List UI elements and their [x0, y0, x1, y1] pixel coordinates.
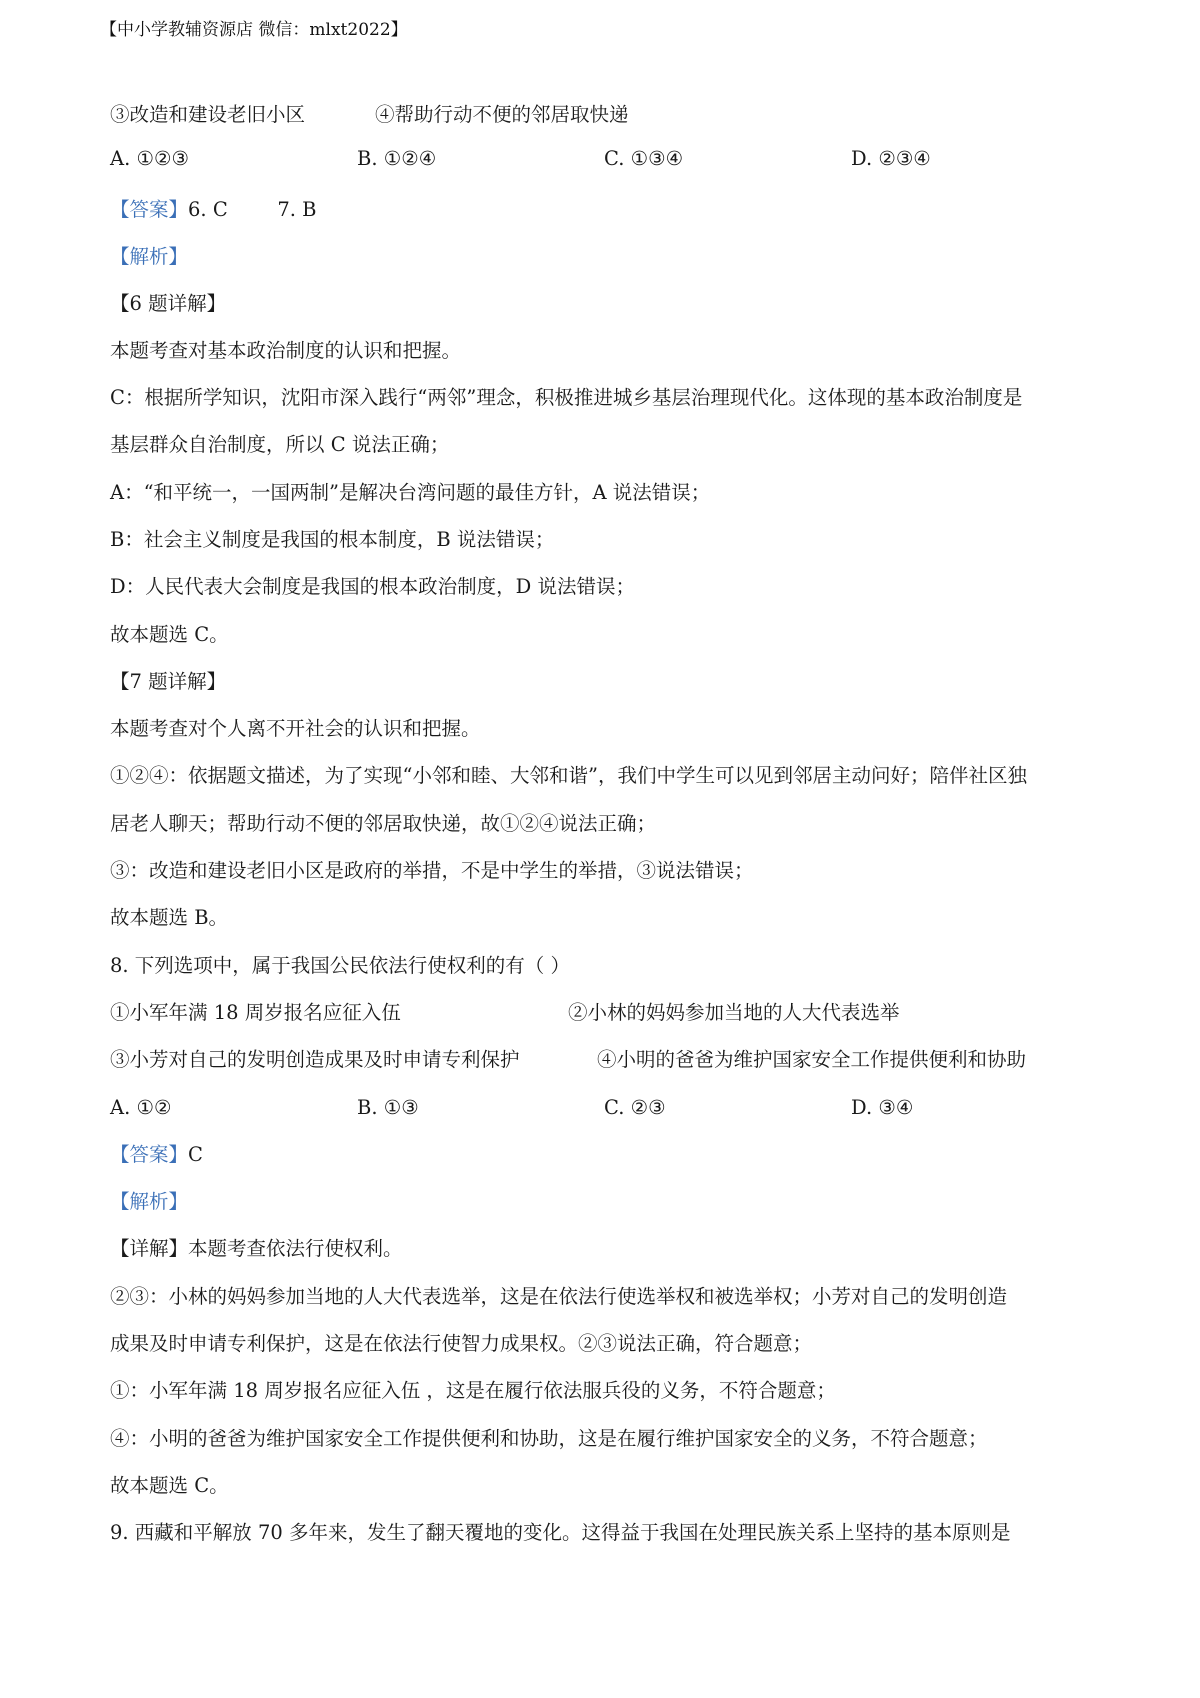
detail-6-line-6: D：人民代表大会制度是我国的根本政治制度，D 说法错误； [110, 575, 635, 598]
q8-item-4: ④小明的爸爸为维护国家安全工作提供便利和协助 [597, 1048, 1027, 1071]
q8-option-b: B. ①③ [357, 1096, 419, 1119]
q8-option-c: C. ②③ [604, 1096, 666, 1119]
answer-tag: 【答案】 [110, 198, 189, 221]
detail-6-line-4: A：“和平统一，一国两制”是解决台湾问题的最佳方针，A 说法错误； [110, 481, 711, 504]
q7-option-c: C. ①③④ [604, 147, 684, 170]
detail-7-line-1: 本题考查对个人离不开社会的认识和把握。 [110, 717, 481, 740]
detail-8-line-6: 故本题选 C。 [110, 1474, 229, 1497]
watermark-header: 【中小学教辅资源店 微信：mlxt2022】 [100, 20, 408, 40]
analysis-tag-1: 【解析】 [110, 245, 189, 268]
detail-8-line-1: 【详解】本题考查依法行使权利。 [110, 1237, 403, 1260]
detail-6-title: 【6 题详解】 [110, 292, 227, 315]
q8-option-a: A. ①② [110, 1096, 172, 1119]
analysis-tag-2: 【解析】 [110, 1190, 189, 1213]
detail-7-line-4: ③：改造和建设老旧小区是政府的举措，不是中学生的举措，③说法错误； [110, 859, 754, 882]
q7-option-b: B. ①②④ [357, 147, 437, 170]
q7-option-a: A. ①②③ [110, 147, 189, 170]
detail-7-line-3: 居老人聊天；帮助行动不便的邻居取快递，故①②④说法正确； [110, 812, 657, 835]
detail-6-line-2: C：根据所学知识，沈阳市深入践行“两邻”理念，积极推进城乡基层治理现代化。这体现的基本政治制度是 [110, 386, 1023, 409]
answer-text: 6. C 7. B [188, 198, 317, 221]
detail-8-line-3: 成果及时申请专利保护，这是在依法行使智力成果权。②③说法正确，符合题意； [110, 1332, 813, 1355]
detail-8-line-4: ①：小军年满 18 周岁报名应征入伍 ，这是在履行依法服兵役的义务，不符合题意； [110, 1379, 836, 1402]
detail-8-line-5: ④：小明的爸爸为维护国家安全工作提供便利和协助，这是在履行维护国家安全的义务，不符合题意； [110, 1427, 988, 1450]
answer-8 [110, 1141, 1110, 1169]
q9-stem: 9. 西藏和平解放 70 多年来，发生了翻天覆地的变化。这得益于我国在处理民族关系上坚持的基本原则是 [110, 1521, 1011, 1544]
detail-6-line-5: B：社会主义制度是我国的根本制度，B 说法错误； [110, 528, 555, 551]
q7-item-4: ④帮助行动不便的邻居取快递 [375, 103, 629, 126]
q7-option-d: D. ②③④ [851, 147, 931, 170]
q7-item-3: ③改造和建设老旧小区 [110, 103, 306, 126]
answer-6-7 [110, 196, 1110, 224]
answer-8-text: C [188, 1143, 203, 1166]
answer-8-tag: 【答案】 [110, 1143, 189, 1166]
q8-option-d: D. ③④ [851, 1096, 914, 1119]
detail-6-line-1: 本题考查对基本政治制度的认识和把握。 [110, 339, 462, 362]
q8-item-1: ①小军年满 18 周岁报名应征入伍 [110, 1001, 401, 1024]
q8-item-2: ②小林的妈妈参加当地的人大代表选举 [568, 1001, 900, 1024]
detail-6-line-3: 基层群众自治制度，所以 C 说法正确； [110, 433, 450, 456]
detail-7-line-2: ①②④：依据题文描述，为了实现“小邻和睦、大邻和谐”，我们中学生可以见到邻居主动问好；陪伴社区独 [110, 764, 1027, 787]
detail-8-line-2: ②③：小林的妈妈参加当地的人大代表选举，这是在依法行使选举权和被选举权；小芳对自己的发明创造 [110, 1285, 1008, 1308]
detail-6-line-7: 故本题选 C。 [110, 623, 229, 646]
q8-item-3: ③小芳对自己的发明创造成果及时申请专利保护 [110, 1048, 520, 1071]
q8-stem: 8. 下列选项中，属于我国公民依法行使权利的有（ ） [110, 954, 571, 977]
detail-7-line-5: 故本题选 B。 [110, 906, 229, 929]
detail-7-title: 【7 题详解】 [110, 670, 227, 693]
